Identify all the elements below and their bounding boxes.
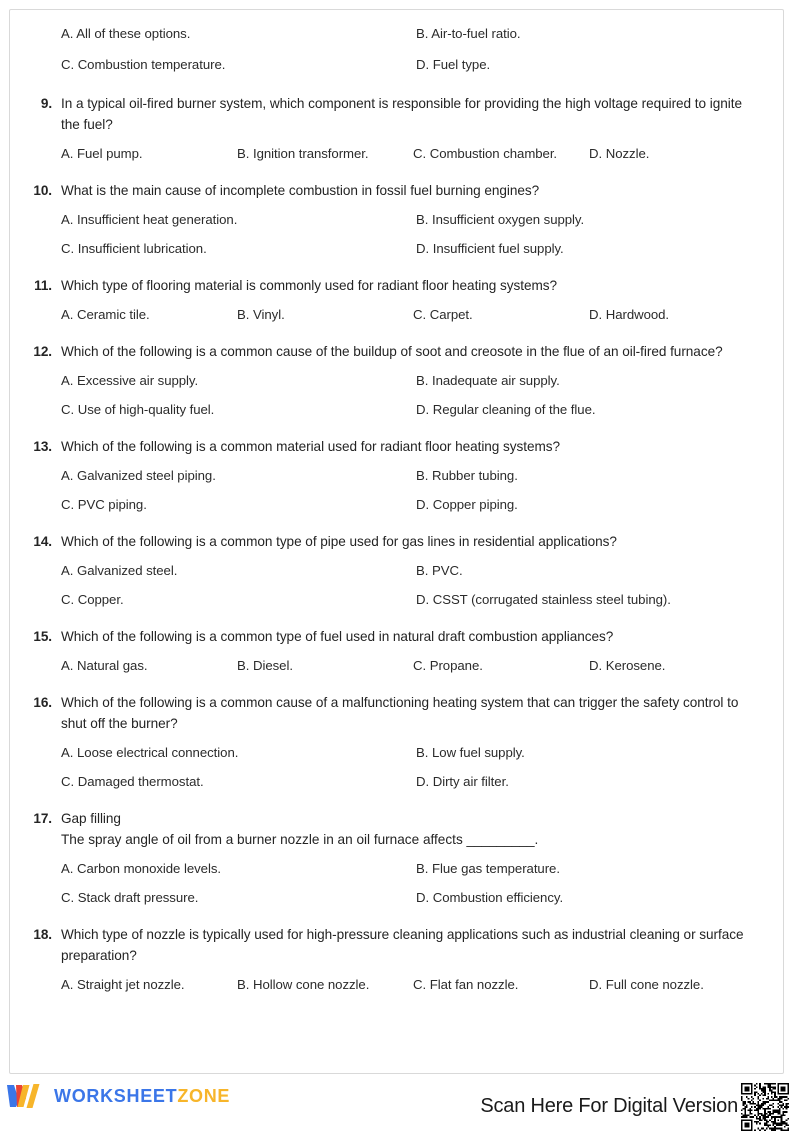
option-b[interactable]	[416, 466, 757, 485]
page-footer	[0, 1076, 793, 1122]
option-letter: D.	[416, 497, 430, 512]
option-c[interactable]	[61, 55, 416, 74]
scan-qr-group[interactable]	[480, 1076, 789, 1138]
option-letter: D.	[589, 977, 603, 992]
option-text: Ignition transformer.	[253, 146, 369, 161]
option-letter: D.	[416, 592, 430, 607]
question-block	[22, 808, 757, 924]
option-b[interactable]	[416, 210, 757, 229]
option-c[interactable]	[413, 975, 589, 994]
option-letter: A.	[61, 658, 74, 673]
option-row	[61, 888, 757, 907]
option-letter: A.	[61, 563, 74, 578]
option-text: All of these options.	[73, 26, 191, 41]
brand-wordmark	[54, 1086, 230, 1105]
option-row	[61, 55, 757, 74]
worksheet-page	[9, 9, 784, 1074]
question-block	[22, 436, 757, 531]
option-text: Carbon monoxide levels.	[77, 861, 221, 876]
option-d[interactable]	[416, 590, 757, 609]
option-row	[61, 144, 757, 163]
options-group	[61, 743, 757, 791]
question-text: Which of the following is a common type of fuel used in natural draft combustion appliances?	[61, 629, 614, 644]
option-text: Combustion efficiency.	[432, 890, 564, 905]
option-letter: C.	[61, 890, 75, 905]
option-letter: C.	[61, 241, 75, 256]
option-c[interactable]	[61, 239, 416, 258]
option-letter: A.	[61, 745, 74, 760]
option-text: Stack draft pressure.	[77, 890, 199, 905]
question-text: Gap filling	[61, 811, 121, 826]
question-body	[52, 180, 757, 275]
question-block	[22, 180, 757, 275]
question-block	[22, 626, 757, 692]
option-letter: B.	[237, 977, 250, 992]
option-letter: C.	[413, 658, 427, 673]
option-text: Hardwood.	[605, 307, 670, 322]
option-d[interactable]	[589, 144, 757, 163]
option-text: Hollow cone nozzle.	[253, 977, 370, 992]
option-text: Copper piping.	[432, 497, 518, 512]
option-text: Copper.	[77, 592, 124, 607]
option-row	[61, 495, 757, 514]
option-text: Flue gas temperature.	[432, 861, 560, 876]
option-letter: C.	[61, 57, 75, 72]
option-d[interactable]	[416, 495, 757, 514]
question-body	[52, 436, 757, 531]
option-text: Kerosene.	[605, 658, 666, 673]
quiz-question-list	[10, 10, 783, 1011]
question-body	[52, 531, 757, 626]
option-letter: C.	[413, 146, 427, 161]
option-row	[61, 656, 757, 675]
option-text: Air-to-fuel ratio.	[428, 26, 521, 41]
option-letter: C.	[61, 774, 75, 789]
option-row	[61, 210, 757, 229]
option-d[interactable]	[589, 656, 757, 675]
option-text: Galvanized steel.	[77, 563, 178, 578]
options-group	[61, 975, 757, 994]
option-b[interactable]	[237, 144, 413, 163]
question-number: 13.	[33, 439, 52, 454]
question-number: 18.	[33, 927, 52, 942]
option-b[interactable]	[416, 371, 757, 390]
question-body	[52, 93, 757, 180]
option-letter: C.	[413, 977, 427, 992]
option-text: Insufficient oxygen supply.	[432, 212, 585, 227]
option-a[interactable]	[61, 144, 237, 163]
option-text: Full cone nozzle.	[605, 977, 704, 992]
option-letter: D.	[416, 57, 430, 72]
question-number: 11.	[34, 278, 52, 293]
option-d[interactable]	[416, 239, 757, 258]
options-group	[61, 210, 757, 258]
option-b[interactable]	[237, 656, 413, 675]
option-text: PVC.	[432, 563, 463, 578]
option-letter: A.	[61, 26, 74, 41]
option-d[interactable]	[416, 55, 757, 74]
option-text: Nozzle.	[605, 146, 650, 161]
option-a[interactable]	[61, 656, 237, 675]
brand-w-mark-icon	[4, 1080, 46, 1110]
option-letter: A.	[61, 861, 74, 876]
option-text: Vinyl.	[253, 307, 285, 322]
question-text: Which type of nozzle is typically used for high-pressure cleaning applications such as industrial cleaning or surface preparation?	[61, 927, 744, 963]
option-a[interactable]	[61, 859, 416, 878]
option-row	[61, 743, 757, 762]
question-number: 12.	[33, 344, 52, 359]
question-block	[22, 341, 757, 436]
option-text: Fuel type.	[429, 57, 491, 72]
brand-name-part2: ZONE	[177, 1085, 231, 1106]
option-b[interactable]	[416, 859, 757, 878]
option-a[interactable]	[61, 371, 416, 390]
option-d[interactable]	[589, 305, 757, 324]
option-text: Regular cleaning of the flue.	[432, 402, 596, 417]
question-number: 10.	[33, 183, 52, 198]
option-b[interactable]	[416, 743, 757, 762]
option-b[interactable]	[416, 561, 757, 580]
options-group	[61, 656, 757, 675]
option-letter: B.	[416, 468, 429, 483]
option-text: Flat fan nozzle.	[429, 977, 519, 992]
option-c[interactable]	[61, 888, 416, 907]
option-letter: C.	[413, 307, 427, 322]
option-row	[61, 371, 757, 390]
option-text: Galvanized steel piping.	[77, 468, 216, 483]
options-group	[61, 859, 757, 907]
option-letter: A.	[61, 146, 74, 161]
question-text: Which of the following is a common material used for radiant floor heating systems?	[61, 439, 561, 454]
option-b[interactable]	[237, 975, 413, 994]
option-text: Inadequate air supply.	[432, 373, 560, 388]
option-letter: B.	[237, 658, 250, 673]
option-c[interactable]	[61, 772, 416, 791]
option-letter: D.	[589, 146, 603, 161]
option-row	[61, 24, 757, 43]
option-text: Straight jet nozzle.	[77, 977, 185, 992]
option-letter: A.	[61, 212, 74, 227]
option-letter: C.	[61, 592, 75, 607]
option-text: PVC piping.	[77, 497, 147, 512]
option-letter: D.	[416, 890, 430, 905]
options-group	[61, 561, 757, 609]
option-c[interactable]	[61, 590, 416, 609]
option-text: Damaged thermostat.	[77, 774, 204, 789]
option-row	[61, 590, 757, 609]
option-letter: A.	[61, 373, 74, 388]
option-text: Rubber tubing.	[432, 468, 518, 483]
question-text: Which type of flooring material is commonly used for radiant floor heating systems?	[61, 278, 558, 293]
option-row	[61, 466, 757, 485]
option-d[interactable]	[589, 975, 757, 994]
option-letter: B.	[416, 212, 429, 227]
question-text: Which of the following is a common cause of a malfunctioning heating system that can trigger the safety control to shut off the burner?	[61, 695, 739, 731]
scan-prompt-text: Scan Here For Digital Version	[480, 1095, 738, 1117]
option-row	[61, 400, 757, 419]
option-c[interactable]	[61, 400, 416, 419]
option-a[interactable]	[61, 24, 416, 43]
questions-container	[22, 93, 757, 1011]
question-subtext: The spray angle of oil from a burner nozzle in an oil furnace affects _________.	[61, 832, 539, 847]
question-number: 17.	[33, 811, 52, 826]
option-row	[61, 239, 757, 258]
option-c[interactable]	[413, 656, 589, 675]
question-block	[22, 692, 757, 808]
question-body	[52, 626, 757, 692]
option-text: Insufficient heat generation.	[77, 212, 238, 227]
continued-options-group	[22, 22, 757, 74]
qr-code-icon[interactable]	[741, 1083, 789, 1131]
options-group	[61, 371, 757, 419]
option-c[interactable]	[413, 144, 589, 163]
question-number: 9.	[40, 96, 52, 111]
question-text: Which of the following is a common type of pipe used for gas lines in residential applications?	[61, 534, 617, 549]
option-text: Insufficient lubrication.	[77, 241, 207, 256]
option-row	[61, 305, 757, 324]
options-group	[61, 305, 757, 324]
option-letter: A.	[61, 977, 74, 992]
option-letter: B.	[416, 563, 429, 578]
option-text: Loose electrical connection.	[77, 745, 239, 760]
question-block	[22, 93, 757, 180]
option-text: Ceramic tile.	[77, 307, 150, 322]
option-b[interactable]	[237, 305, 413, 324]
question-number: 15.	[33, 629, 52, 644]
option-d[interactable]	[416, 772, 757, 791]
option-row	[61, 859, 757, 878]
option-letter: C.	[61, 497, 75, 512]
options-group	[61, 144, 757, 163]
question-text: In a typical oil-fired burner system, which component is responsible for providing the high voltage required to ignite the fuel?	[61, 96, 742, 132]
option-letter: A.	[61, 307, 74, 322]
option-row	[61, 561, 757, 580]
options-group	[61, 466, 757, 514]
option-text: Diesel.	[253, 658, 293, 673]
option-row	[61, 772, 757, 791]
question-block	[22, 531, 757, 626]
option-letter: B.	[416, 373, 429, 388]
option-letter: D.	[589, 307, 603, 322]
option-text: Insufficient fuel supply.	[432, 241, 564, 256]
option-text: Carpet.	[429, 307, 473, 322]
option-c[interactable]	[61, 495, 416, 514]
question-body	[52, 808, 757, 924]
question-text: What is the main cause of incomplete combustion in fossil fuel burning engines?	[61, 183, 540, 198]
option-d[interactable]	[416, 888, 757, 907]
option-a[interactable]	[61, 210, 416, 229]
question-body	[52, 341, 757, 436]
option-text: Use of high-quality fuel.	[77, 402, 215, 417]
question-number: 16.	[33, 695, 52, 710]
option-text: Combustion temperature.	[74, 57, 226, 72]
option-d[interactable]	[416, 400, 757, 419]
question-body	[52, 692, 757, 808]
option-b[interactable]	[416, 24, 757, 43]
option-text: Fuel pump.	[77, 146, 143, 161]
option-letter: B.	[237, 146, 250, 161]
option-letter: D.	[416, 402, 430, 417]
question-number: 14.	[33, 534, 52, 549]
option-letter: D.	[416, 241, 430, 256]
brand-name-part1: WORKSHEET	[54, 1085, 178, 1106]
option-text: Propane.	[429, 658, 483, 673]
option-a[interactable]	[61, 305, 237, 324]
option-letter: C.	[61, 402, 75, 417]
option-letter: B.	[416, 861, 429, 876]
option-a[interactable]	[61, 466, 416, 485]
option-text: CSST (corrugated stainless steel tubing).	[432, 592, 671, 607]
option-text: Low fuel supply.	[432, 745, 525, 760]
question-body	[52, 275, 757, 341]
option-text: Dirty air filter.	[432, 774, 509, 789]
option-letter: D.	[589, 658, 603, 673]
option-a[interactable]	[61, 743, 416, 762]
option-a[interactable]	[61, 561, 416, 580]
question-body	[52, 924, 757, 1011]
option-row	[61, 975, 757, 994]
question-block	[22, 924, 757, 1011]
option-letter: B.	[416, 26, 429, 41]
question-text: Which of the following is a common cause of the buildup of soot and creosote in the flue of an oil-fired furnace?	[61, 344, 723, 359]
option-a[interactable]	[61, 975, 237, 994]
option-letter: A.	[61, 468, 74, 483]
option-text: Excessive air supply.	[77, 373, 199, 388]
option-letter: B.	[416, 745, 429, 760]
option-c[interactable]	[413, 305, 589, 324]
question-block	[22, 275, 757, 341]
option-text: Combustion chamber.	[429, 146, 558, 161]
option-letter: D.	[416, 774, 430, 789]
option-letter: B.	[237, 307, 250, 322]
worksheet-zone-logo[interactable]	[4, 1080, 230, 1110]
option-text: Natural gas.	[77, 658, 148, 673]
